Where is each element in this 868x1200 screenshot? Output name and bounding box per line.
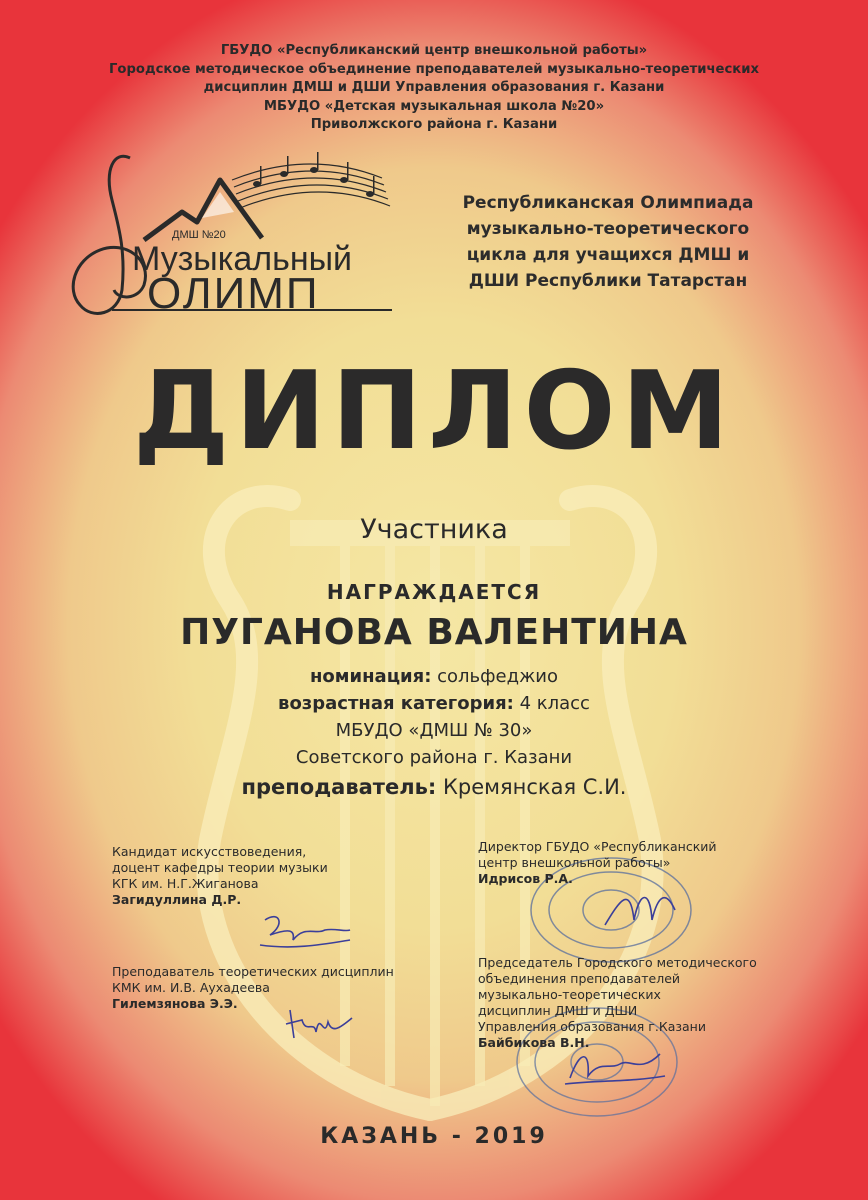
olympiad-title	[418, 190, 798, 294]
signatory-block	[478, 839, 717, 887]
teacher-row	[0, 771, 868, 803]
olympiad-line: Республиканская Олимпиада	[462, 193, 754, 213]
award-details	[0, 663, 868, 803]
logo-word2: ОЛИМП	[147, 269, 320, 318]
header-line: ГБУДО «Республиканский центр внешкольной работы»	[220, 43, 648, 58]
recipient-name: ПУГАНОВА ВАЛЕНТИНА	[180, 612, 688, 653]
signatory-block	[112, 844, 328, 908]
place-year: КАЗАНЬ - 2019	[320, 1124, 548, 1149]
age-row	[0, 690, 868, 717]
school-line: Советского района г. Казани	[295, 747, 573, 768]
age-value: 4 класс	[519, 693, 590, 714]
signatory-line: объединения преподавателей	[478, 971, 681, 986]
olympiad-line: цикла для учащихся ДМШ и	[466, 245, 750, 265]
olympus-logo	[52, 140, 402, 325]
logo-word1: Музыкальный	[132, 240, 353, 278]
diploma-title: ДИПЛОМ	[133, 349, 735, 474]
teacher-label: преподаватель:	[241, 775, 437, 799]
header-line: Приволжского района г. Казани	[310, 117, 558, 132]
signatory-line: Управления образования г.Казани	[478, 1019, 706, 1034]
signatory-block	[478, 955, 757, 1051]
signatory-name: Байбикова В.Н.	[478, 1035, 590, 1050]
organizers-header	[40, 42, 828, 135]
signatory-block	[112, 964, 394, 1012]
signatory-name: Гилемзянова Э.Э.	[112, 996, 238, 1011]
treble-clef-icon	[73, 156, 145, 313]
header-line: Городское методическое объединение преподавателей музыкально-теоретических	[109, 61, 759, 77]
signatory-line: КМК им. И.В. Аухадеева	[112, 980, 270, 995]
olympiad-line: музыкально-теоретического	[466, 219, 750, 239]
signature-icon	[600, 880, 680, 935]
nomination-label: номинация:	[309, 666, 432, 687]
signatory-line: Председатель Городского методического	[478, 955, 757, 970]
signatory-name: Загидуллина Д.Р.	[112, 892, 242, 907]
nomination-row	[0, 663, 868, 690]
header-line: МБУДО «Детская музыкальная школа №20»	[263, 98, 605, 114]
signatory-line: дисциплин ДМШ и ДШИ	[478, 1003, 638, 1018]
signatory-line: центр внешкольной работы»	[478, 855, 671, 870]
nomination-value: сольфеджио	[437, 666, 558, 687]
signatory-line: доцент кафедры теории музыки	[112, 860, 328, 875]
signatory-line: Кандидат искусствоведения,	[112, 844, 307, 859]
signature-icon	[255, 900, 355, 955]
signatory-line: КГК им. Н.Г.Жиганова	[112, 876, 259, 891]
diploma-subtitle: Участника	[360, 514, 508, 545]
awarded-label: НАГРАЖДАЕТСЯ	[326, 580, 542, 604]
logo-school: ДМШ №20	[172, 229, 226, 241]
teacher-value: Кремянская С.И.	[442, 775, 627, 799]
signatory-name: Идрисов Р.А.	[478, 871, 573, 886]
signatory-line: музыкально-теоретических	[478, 987, 661, 1002]
signatory-line: Директор ГБУДО «Республиканский	[478, 839, 717, 854]
olympiad-line: ДШИ Республики Татарстан	[468, 271, 748, 291]
school-line: МБУДО «ДМШ № 30»	[335, 720, 533, 741]
age-label: возрастная категория:	[278, 693, 514, 714]
signatory-line: Преподаватель теоретических дисциплин	[112, 964, 394, 979]
header-line: дисциплин ДМШ и ДШИ Управления образования г. Казани	[203, 80, 665, 95]
